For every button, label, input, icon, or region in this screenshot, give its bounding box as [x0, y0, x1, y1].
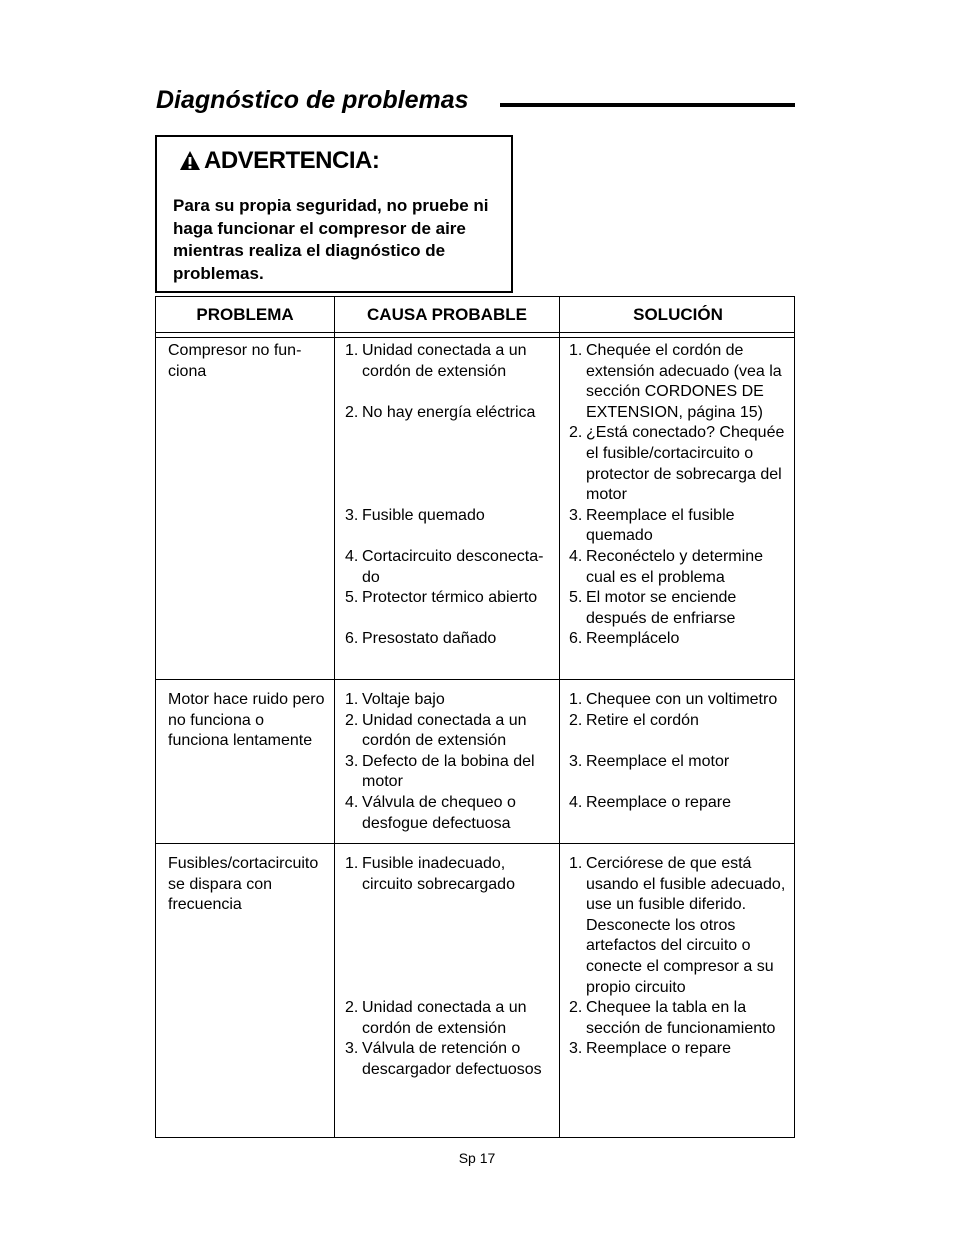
list-item: 6. Presostato dañado	[345, 630, 497, 648]
list-item: 1. Chequée el cordón de extensión adecuado (vea la sección CORDONES DE EXTENSION, página 15)	[569, 342, 782, 421]
list-item: 5. Protector térmico abierto	[345, 589, 538, 607]
warning-text: Para su propia seguridad, no pruebe ni haga funcionar el compresor de aire mientras realiza el diagnóstico de problemas.	[173, 196, 489, 283]
list-item: 1. Voltaje bajo	[345, 691, 445, 708]
list-item: 4. Reconéctelo y determine cual es el problema	[569, 547, 763, 586]
cause-cell	[345, 854, 557, 1081]
list-item: 3. Válvula de retención o descargador defectuosos	[345, 1040, 542, 1078]
cause-cell	[345, 690, 557, 834]
list-item: 1. Cerciórese de que está usando el fusible adecuado, use un fusible diferido. Desconecte los otros artefactos del circuito o conecte el compresor a su propio circuito	[569, 855, 786, 996]
list-item: 5. El motor se enciende después de enfriarse	[569, 589, 737, 627]
problem-cell: Motor hace ruido pero no funciona o funciona lentamente	[168, 691, 325, 750]
solution-cell	[569, 854, 794, 1060]
header-problema: PROBLEMA	[196, 305, 294, 324]
solution-cell	[569, 341, 794, 650]
solution-cell	[569, 690, 794, 814]
list-item: 3. Reemplace el fusible quemado	[569, 506, 735, 545]
list-item: 2. Unidad conectada a un cordón de extensión	[345, 711, 527, 750]
list-item: 4. Reemplace o repare	[569, 793, 731, 811]
list-item: 2. Retire el cordón	[569, 711, 699, 729]
row-divider	[156, 843, 794, 844]
page-number: Sp 17	[458, 1150, 496, 1166]
column-divider	[559, 297, 560, 1137]
list-item: 3. Fusible quemado	[345, 506, 485, 524]
header-divider	[156, 337, 794, 338]
problem-cell: Fusibles/cortacircuito se dispara con frecuencia	[168, 855, 319, 914]
troubleshooting-table	[155, 296, 795, 1138]
list-item: 4. Cortacircuito desconecta- do	[345, 547, 544, 586]
list-item: 2. Unidad conectada a un cordón de extensión	[345, 999, 527, 1037]
list-item: 1. Chequee con un voltimetro	[569, 691, 778, 708]
warning-header	[179, 147, 379, 175]
list-item: 3. Defecto de la bobina del motor	[345, 752, 535, 791]
title-rule	[500, 103, 795, 107]
row-divider	[156, 679, 794, 680]
header-solucion: SOLUCIÓN	[633, 305, 723, 324]
list-item: 1. Unidad conectada a un cordón de extensión	[345, 342, 527, 380]
list-item: 2. ¿Está conectado? Chequée el fusible/cortacircuito o protector de sobrecarga del motor	[569, 424, 785, 504]
list-item: 2. No hay energía eléctrica	[345, 403, 536, 421]
list-item: 1. Fusible inadecuado, circuito sobrecargado	[345, 855, 515, 893]
page-title: Diagnóstico de problemas	[156, 86, 469, 114]
warning-triangle-icon	[179, 150, 201, 172]
header-causa: CAUSA PROBABLE	[367, 305, 527, 324]
header-divider	[156, 332, 794, 333]
warning-heading: ADVERTENCIA:	[204, 147, 380, 174]
list-item: 4. Válvula de chequeo o desfogue defectuosa	[345, 793, 516, 832]
problem-cell: Compresor no fun- ciona	[168, 342, 302, 380]
column-divider	[334, 297, 335, 1137]
list-item: 3. Reemplace o repare	[569, 1040, 731, 1058]
list-item: 2. Chequee la tabla en la sección de funcionamiento	[569, 999, 776, 1037]
warning-box	[155, 135, 513, 293]
list-item: 3. Reemplace el motor	[569, 752, 730, 770]
cause-cell	[345, 341, 557, 650]
list-item: 6. Reemplácelo	[569, 630, 680, 648]
